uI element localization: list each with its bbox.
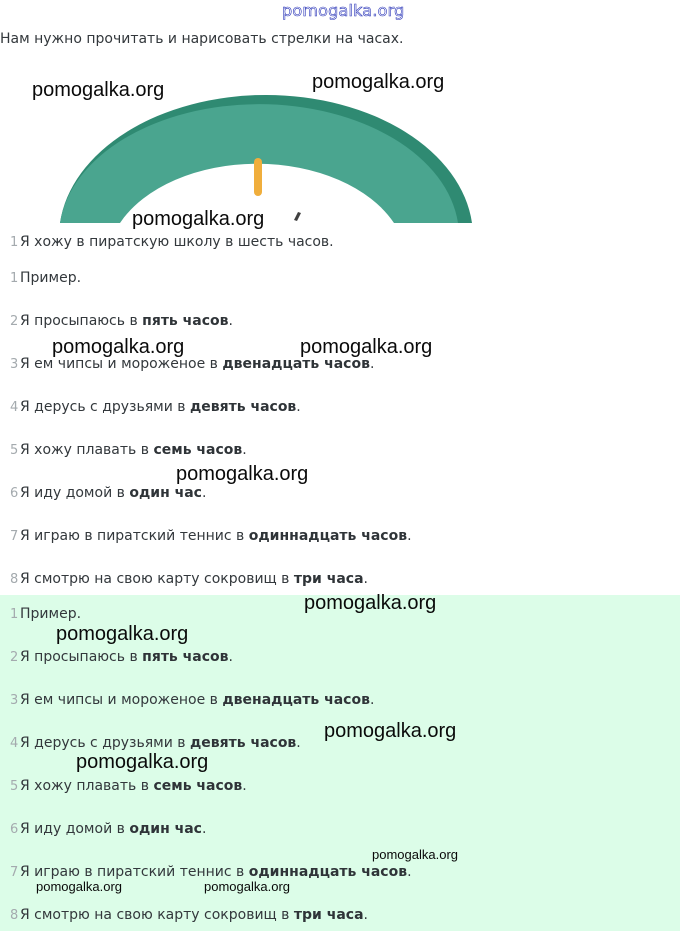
item-number: 4 xyxy=(10,399,19,415)
item-number: 4 xyxy=(10,735,19,751)
item-tail: . xyxy=(369,692,375,708)
intro-text: Нам нужно прочитать и нарисовать стрелки на часах. xyxy=(0,31,404,47)
item-time-bold: пять часов xyxy=(142,313,229,329)
item-time-bold: семь часов xyxy=(153,778,243,794)
list-item xyxy=(0,603,81,625)
item-text: Я иду домой в xyxy=(20,821,130,837)
list-item xyxy=(0,568,368,590)
item-tail: . xyxy=(296,399,301,415)
item-time-bold: три часа xyxy=(293,907,364,923)
watermark-text: pomogalka.org xyxy=(32,79,165,101)
item-time-bold: три часа xyxy=(293,571,364,587)
watermark-text: pomogalka.org xyxy=(76,751,209,773)
list-item xyxy=(0,904,368,926)
item-number: 5 xyxy=(10,778,19,794)
item-time-bold: девять часов xyxy=(189,735,297,751)
list-item xyxy=(0,525,412,547)
watermark-text: pomogalka.org xyxy=(372,847,458,862)
item-text: Пример. xyxy=(20,270,82,286)
item-tail: . xyxy=(201,821,207,837)
item-tail: . xyxy=(363,571,368,587)
item-tail: . xyxy=(296,735,301,751)
watermark-text: pomogalka.org xyxy=(52,336,185,358)
item-tail: . xyxy=(407,528,412,544)
item-number: 7 xyxy=(10,528,19,544)
item-text: Я дерусь с друзьями в xyxy=(20,399,190,415)
item-number: 1 xyxy=(10,234,19,250)
item-text: Я ем чипсы и мороженое в xyxy=(20,356,223,372)
item-number: 7 xyxy=(10,864,19,880)
watermark-text: pomogalka.org xyxy=(304,592,437,614)
list-item xyxy=(0,267,81,289)
list-item xyxy=(0,646,233,668)
watermark-text: pomogalka.org xyxy=(36,879,122,894)
item-time-bold: девять часов xyxy=(189,399,297,415)
item-text: Я играю в пиратский теннис в xyxy=(20,864,249,880)
item-tail: . xyxy=(407,864,412,880)
item-text: Я ем чипсы и мороженое в xyxy=(20,692,223,708)
item-time-bold: двенадцать часов xyxy=(222,692,370,708)
list-item xyxy=(0,689,374,711)
item-number: 8 xyxy=(10,907,19,923)
item-time-bold: пять часов xyxy=(142,649,229,665)
item-number: 2 xyxy=(10,313,19,329)
clock-hour-hand xyxy=(254,158,262,196)
watermark-text: pomogalka.org xyxy=(324,720,457,742)
list-item xyxy=(0,396,301,418)
list-item xyxy=(0,231,334,253)
item-text: Я хожу плавать в xyxy=(20,442,154,458)
site-watermark-header: pomogalka.org xyxy=(282,1,405,20)
list-item xyxy=(0,775,247,797)
item-time-bold: одиннадцать часов xyxy=(248,864,408,880)
item-text: Я смотрю на свою карту сокровищ в xyxy=(20,907,294,923)
item-tail: . xyxy=(363,907,368,923)
watermark-text: pomogalka.org xyxy=(300,336,433,358)
item-number: 6 xyxy=(10,821,19,837)
item-text: Я смотрю на свою карту сокровищ в xyxy=(20,571,294,587)
item-text: Я иду домой в xyxy=(20,485,130,501)
item-text: Я дерусь с друзьями в xyxy=(20,735,190,751)
item-time-bold: один час xyxy=(129,485,202,501)
list-item xyxy=(0,439,247,461)
item-text: Я хожу в пиратскую школу в шесть часов. xyxy=(20,234,334,250)
item-text: Пример. xyxy=(20,606,82,622)
item-text: Я просыпаюсь в xyxy=(20,649,143,665)
item-number: 3 xyxy=(10,692,19,708)
watermark-text: pomogalka.org xyxy=(132,208,265,230)
watermark-text: pomogalka.org xyxy=(176,463,309,485)
item-tail: . xyxy=(228,649,233,665)
item-number: 3 xyxy=(10,356,19,372)
watermark-text: pomogalka.org xyxy=(204,879,290,894)
item-tail: . xyxy=(201,485,207,501)
watermark-text: pomogalka.org xyxy=(56,623,189,645)
clock-tick-mark xyxy=(294,212,301,221)
item-text: Я просыпаюсь в xyxy=(20,313,143,329)
item-tail: . xyxy=(242,778,247,794)
item-number: 8 xyxy=(10,571,19,587)
watermark-text: pomogalka.org xyxy=(312,71,445,93)
item-time-bold: семь часов xyxy=(153,442,243,458)
item-number: 1 xyxy=(10,270,19,286)
item-text: Я хожу плавать в xyxy=(20,778,154,794)
item-number: 6 xyxy=(10,485,19,501)
item-number: 5 xyxy=(10,442,19,458)
item-time-bold: один час xyxy=(129,821,202,837)
item-time-bold: двенадцать часов xyxy=(222,356,370,372)
list-item xyxy=(0,310,233,332)
item-tail: . xyxy=(228,313,233,329)
item-number: 2 xyxy=(10,649,19,665)
item-time-bold: одиннадцать часов xyxy=(248,528,408,544)
item-text: Я играю в пиратский теннис в xyxy=(20,528,249,544)
item-tail: . xyxy=(242,442,247,458)
item-number: 1 xyxy=(10,606,19,622)
list-item xyxy=(0,818,206,840)
item-tail: . xyxy=(369,356,375,372)
